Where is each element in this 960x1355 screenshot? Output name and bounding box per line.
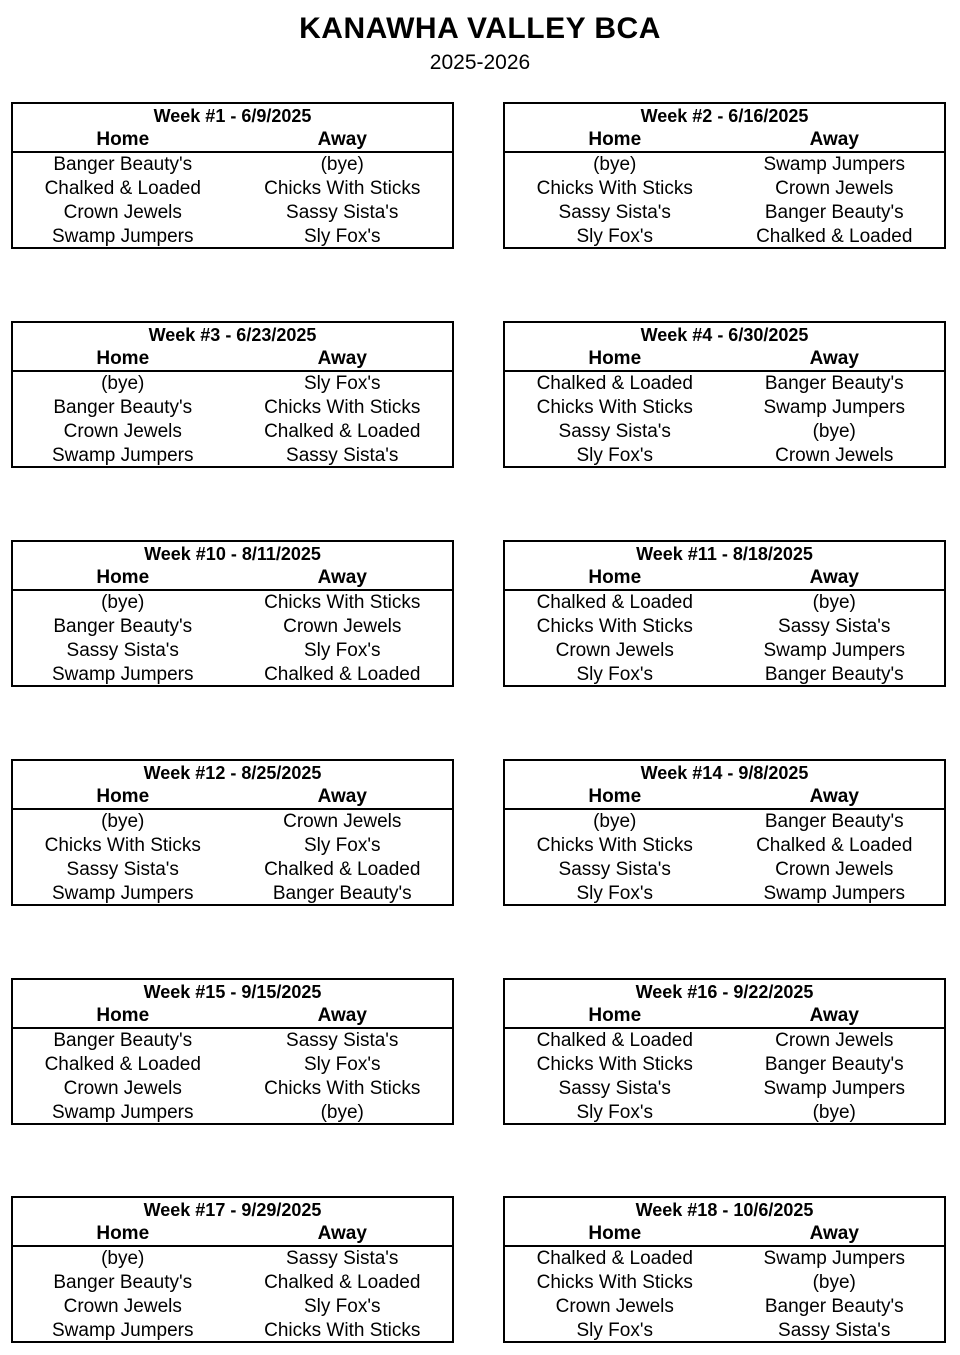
home-team: Swamp Jumpers — [52, 883, 194, 904]
away-team: Sly Fox's — [304, 1296, 381, 1317]
home-column-header: Home — [96, 786, 150, 807]
away-column-header: Away — [809, 786, 859, 807]
away-team: Swamp Jumpers — [763, 1248, 905, 1269]
away-column-header: Away — [317, 786, 367, 807]
away-team: Chalked & Loaded — [756, 835, 913, 856]
away-team: Banger Beauty's — [764, 664, 904, 685]
away-team: (bye) — [812, 1102, 856, 1123]
match-row — [505, 201, 944, 225]
match-row — [505, 834, 944, 858]
match-row — [13, 1319, 452, 1343]
home-team: Crown Jewels — [63, 1296, 182, 1317]
home-team: Crown Jewels — [63, 1078, 182, 1099]
away-column-header: Away — [809, 1223, 859, 1244]
column-header-row — [505, 566, 944, 591]
match-row — [13, 882, 452, 906]
match-row — [13, 1247, 452, 1271]
home-team: (bye) — [101, 592, 145, 613]
away-team: Sassy Sista's — [778, 1320, 891, 1341]
column-header-row — [505, 1222, 944, 1247]
home-column-header: Home — [96, 129, 150, 150]
away-team: Sly Fox's — [304, 640, 381, 661]
home-column-header: Home — [588, 1005, 642, 1026]
away-team: Sassy Sista's — [778, 616, 891, 637]
home-team: Sly Fox's — [576, 1102, 653, 1123]
week-title: Week #4 - 6/30/2025 — [640, 325, 809, 345]
away-team: (bye) — [320, 1102, 364, 1123]
column-header-row — [13, 566, 452, 591]
match-row — [13, 201, 452, 225]
match-row — [505, 591, 944, 615]
home-team: Banger Beauty's — [53, 154, 193, 175]
away-team: Chicks With Sticks — [264, 592, 421, 613]
match-row — [505, 1295, 944, 1319]
week-schedule-table — [11, 321, 454, 468]
week-title: Week #11 - 8/18/2025 — [636, 544, 813, 564]
match-row — [13, 420, 452, 444]
match-row — [505, 1077, 944, 1101]
match-row — [505, 810, 944, 834]
week-title: Week #16 - 9/22/2025 — [635, 982, 814, 1002]
week-title: Week #2 - 6/16/2025 — [640, 106, 809, 126]
home-team: Swamp Jumpers — [52, 664, 194, 685]
home-column-header: Home — [588, 129, 642, 150]
match-row — [13, 810, 452, 834]
match-row — [505, 858, 944, 882]
match-row — [13, 834, 452, 858]
home-team: Chicks With Sticks — [536, 835, 693, 856]
away-team: Chicks With Sticks — [264, 1078, 421, 1099]
away-team: Banger Beauty's — [764, 1054, 904, 1075]
home-team: Chicks With Sticks — [536, 178, 693, 199]
home-team: Sassy Sista's — [558, 1078, 671, 1099]
column-header-row — [505, 128, 944, 153]
match-row — [505, 372, 944, 396]
match-row — [13, 1295, 452, 1319]
week-title: Week #3 - 6/23/2025 — [148, 325, 317, 345]
home-column-header: Home — [96, 348, 150, 369]
week-title: Week #1 - 6/9/2025 — [153, 106, 312, 126]
away-team: Swamp Jumpers — [763, 1078, 905, 1099]
away-team: Chalked & Loaded — [264, 421, 421, 442]
home-team: Chalked & Loaded — [536, 1248, 693, 1269]
match-row — [13, 177, 452, 201]
away-team: Sly Fox's — [304, 1054, 381, 1075]
match-row — [13, 1101, 452, 1125]
home-team: Crown Jewels — [63, 202, 182, 223]
home-team: Sassy Sista's — [66, 859, 179, 880]
away-team: Chalked & Loaded — [264, 859, 421, 880]
column-header-row — [13, 128, 452, 153]
match-row — [505, 663, 944, 687]
match-row — [505, 1101, 944, 1125]
away-team: Chicks With Sticks — [264, 178, 421, 199]
away-team: Sly Fox's — [304, 373, 381, 394]
home-team: Swamp Jumpers — [52, 1320, 194, 1341]
home-column-header: Home — [96, 1223, 150, 1244]
home-column-header: Home — [588, 348, 642, 369]
week-schedule-table — [503, 102, 946, 249]
match-row — [505, 1319, 944, 1343]
away-column-header: Away — [317, 1005, 367, 1026]
home-team: Banger Beauty's — [53, 1272, 193, 1293]
away-team: Crown Jewels — [775, 445, 894, 466]
home-team: Chicks With Sticks — [44, 835, 201, 856]
week-schedule-table — [503, 1196, 946, 1343]
home-team: Sly Fox's — [576, 226, 653, 247]
home-team: Banger Beauty's — [53, 1030, 193, 1051]
match-row — [505, 639, 944, 663]
away-team: (bye) — [320, 154, 364, 175]
match-row — [13, 1271, 452, 1295]
match-row — [13, 639, 452, 663]
away-column-header: Away — [317, 567, 367, 588]
home-team: Sly Fox's — [576, 664, 653, 685]
away-column-header: Away — [317, 1223, 367, 1244]
week-title: Week #15 - 9/15/2025 — [143, 982, 322, 1002]
match-row — [505, 882, 944, 906]
week-schedule-table — [503, 978, 946, 1125]
match-row — [505, 615, 944, 639]
away-team: Banger Beauty's — [272, 883, 412, 904]
match-row — [505, 420, 944, 444]
match-row — [505, 1029, 944, 1053]
away-team: Sassy Sista's — [286, 1030, 399, 1051]
match-row — [13, 663, 452, 687]
home-team: Chalked & Loaded — [44, 178, 201, 199]
away-column-header: Away — [317, 129, 367, 150]
page-title: KANAWHA VALLEY BCA — [299, 12, 661, 45]
home-team: Crown Jewels — [63, 421, 182, 442]
match-row — [13, 372, 452, 396]
away-team: Sassy Sista's — [286, 202, 399, 223]
home-team: Chicks With Sticks — [536, 1272, 693, 1293]
column-header-row — [13, 1222, 452, 1247]
away-team: Sly Fox's — [304, 835, 381, 856]
home-team: Swamp Jumpers — [52, 226, 194, 247]
match-row — [505, 1271, 944, 1295]
away-team: Crown Jewels — [283, 811, 402, 832]
week-schedule-table — [11, 1196, 454, 1343]
home-team: (bye) — [101, 373, 145, 394]
column-header-row — [13, 785, 452, 810]
match-row — [13, 591, 452, 615]
match-row — [505, 177, 944, 201]
away-team: Swamp Jumpers — [763, 154, 905, 175]
home-team: Chalked & Loaded — [536, 373, 693, 394]
home-team: (bye) — [593, 154, 637, 175]
home-team: Chalked & Loaded — [536, 1030, 693, 1051]
away-team: Sassy Sista's — [286, 445, 399, 466]
away-team: Banger Beauty's — [764, 202, 904, 223]
away-column-header: Away — [809, 1005, 859, 1026]
column-header-row — [13, 347, 452, 372]
away-team: Swamp Jumpers — [763, 883, 905, 904]
home-team: Chalked & Loaded — [536, 592, 693, 613]
week-title: Week #18 - 10/6/2025 — [635, 1200, 814, 1220]
week-schedule-table — [503, 540, 946, 687]
away-column-header: Away — [809, 567, 859, 588]
match-row — [13, 615, 452, 639]
match-row — [13, 1053, 452, 1077]
week-title: Week #12 - 8/25/2025 — [143, 763, 322, 783]
match-row — [13, 396, 452, 420]
away-team: Banger Beauty's — [764, 1296, 904, 1317]
match-row — [505, 444, 944, 468]
match-row — [505, 1053, 944, 1077]
home-team: (bye) — [101, 811, 145, 832]
away-team: Sassy Sista's — [286, 1248, 399, 1269]
home-column-header: Home — [588, 567, 642, 588]
home-team: Sassy Sista's — [558, 421, 671, 442]
home-team: Crown Jewels — [555, 1296, 674, 1317]
column-header-row — [13, 1004, 452, 1029]
away-team: (bye) — [812, 1272, 856, 1293]
season-label: 2025-2026 — [429, 51, 531, 74]
match-row — [13, 225, 452, 249]
column-header-row — [505, 1004, 944, 1029]
away-column-header: Away — [809, 348, 859, 369]
away-column-header: Away — [809, 129, 859, 150]
home-team: Sly Fox's — [576, 883, 653, 904]
week-title: Week #10 - 8/11/2025 — [144, 544, 321, 564]
away-team: Chalked & Loaded — [264, 1272, 421, 1293]
home-team: Sassy Sista's — [558, 859, 671, 880]
week-schedule-table — [503, 759, 946, 906]
home-team: (bye) — [101, 1248, 145, 1269]
home-column-header: Home — [588, 1223, 642, 1244]
home-column-header: Home — [96, 1005, 150, 1026]
home-team: Sly Fox's — [576, 1320, 653, 1341]
week-schedule-table — [11, 540, 454, 687]
match-row — [505, 396, 944, 420]
away-team: Chicks With Sticks — [264, 397, 421, 418]
away-team: Crown Jewels — [283, 616, 402, 637]
match-row — [13, 858, 452, 882]
away-team: Crown Jewels — [775, 1030, 894, 1051]
away-team: Chicks With Sticks — [264, 1320, 421, 1341]
home-team: Sassy Sista's — [66, 640, 179, 661]
away-team: Chalked & Loaded — [264, 664, 421, 685]
home-team: Crown Jewels — [555, 640, 674, 661]
match-row — [505, 153, 944, 177]
home-column-header: Home — [588, 786, 642, 807]
away-team: Crown Jewels — [775, 859, 894, 880]
match-row — [13, 1077, 452, 1101]
away-column-header: Away — [317, 348, 367, 369]
week-schedule-table — [11, 978, 454, 1125]
column-header-row — [505, 347, 944, 372]
home-team: Sassy Sista's — [558, 202, 671, 223]
away-team: Sly Fox's — [304, 226, 381, 247]
home-column-header: Home — [96, 567, 150, 588]
week-title: Week #14 - 9/8/2025 — [640, 763, 809, 783]
home-team: (bye) — [593, 811, 637, 832]
away-team: Crown Jewels — [775, 178, 894, 199]
match-row — [13, 444, 452, 468]
match-row — [505, 1247, 944, 1271]
away-team: (bye) — [812, 592, 856, 613]
column-header-row — [505, 785, 944, 810]
away-team: Swamp Jumpers — [763, 640, 905, 661]
home-team: Chicks With Sticks — [536, 616, 693, 637]
home-team: Banger Beauty's — [53, 397, 193, 418]
home-team: Banger Beauty's — [53, 616, 193, 637]
home-team: Sly Fox's — [576, 445, 653, 466]
away-team: Swamp Jumpers — [763, 397, 905, 418]
away-team: Chalked & Loaded — [756, 226, 913, 247]
match-row — [13, 153, 452, 177]
away-team: Banger Beauty's — [764, 811, 904, 832]
away-team: (bye) — [812, 421, 856, 442]
home-team: Chalked & Loaded — [44, 1054, 201, 1075]
home-team: Chicks With Sticks — [536, 1054, 693, 1075]
match-row — [505, 225, 944, 249]
away-team: Banger Beauty's — [764, 373, 904, 394]
week-schedule-table — [503, 321, 946, 468]
week-title: Week #17 - 9/29/2025 — [143, 1200, 322, 1220]
home-team: Swamp Jumpers — [52, 1102, 194, 1123]
week-schedule-table — [11, 102, 454, 249]
home-team: Chicks With Sticks — [536, 397, 693, 418]
match-row — [13, 1029, 452, 1053]
home-team: Swamp Jumpers — [52, 445, 194, 466]
week-schedule-table — [11, 759, 454, 906]
